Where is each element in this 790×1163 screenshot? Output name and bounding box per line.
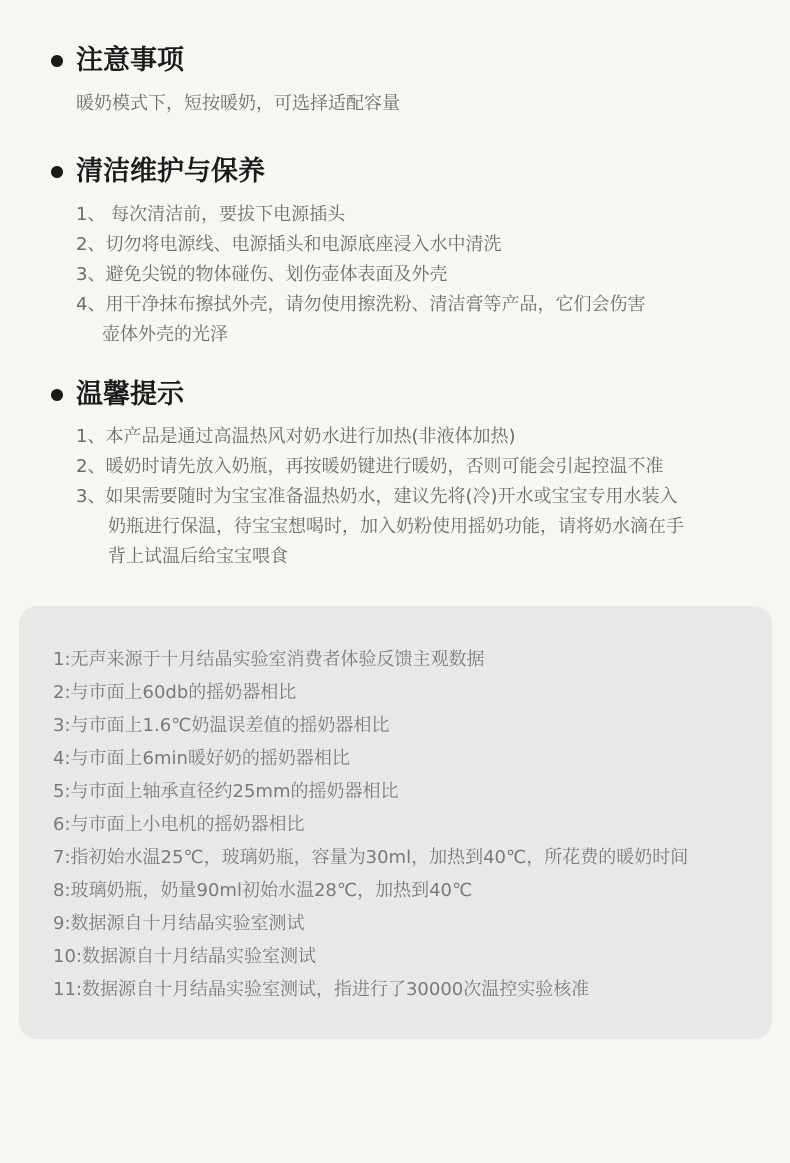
- footnote: 2:与市面上60db的摇奶器相比: [53, 682, 297, 703]
- tips-item-continuation: 背上试温后给宝宝喂食: [108, 546, 288, 567]
- tips-item: 2、暖奶时请先放入奶瓶，再按暖奶键进行暖奶，否则可能会引起控温不准: [76, 456, 664, 477]
- precautions-text: 暖奶模式下，短按暖奶，可选择适配容量: [76, 93, 400, 114]
- precautions-title: 注意事项: [76, 45, 184, 76]
- tips-item: 1、本产品是通过高温热风对奶水进行加热(非液体加热): [76, 426, 516, 447]
- cleaning-section: [0, 152, 790, 345]
- footnote: 10:数据源自十月结晶实验室测试: [53, 946, 316, 967]
- footnote: 7:指初始水温25℃，玻璃奶瓶，容量为30ml，加热到40℃，所花费的暖奶时间: [53, 847, 689, 868]
- bullet-dot-icon: [51, 166, 63, 178]
- tips-section: [0, 375, 790, 567]
- footnote: 8:玻璃奶瓶，奶量90ml初始水温28℃，加热到40℃: [53, 880, 473, 901]
- cleaning-item-continuation: 壶体外壳的光泽: [102, 324, 228, 345]
- footnote: 1:无声来源于十月结晶实验室消费者体验反馈主观数据: [53, 649, 485, 670]
- precautions-heading: [0, 41, 790, 81]
- footnote: 9:数据源自十月结晶实验室测试: [53, 913, 305, 934]
- tips-heading: [0, 375, 790, 415]
- tips-item-continuation: 奶瓶进行保温，待宝宝想喝时，加入奶粉使用摇奶功能，请将奶水滴在手: [108, 516, 684, 537]
- footnote: 4:与市面上6min暖好奶的摇奶器相比: [53, 748, 350, 769]
- cleaning-item: 2、切勿将电源线、电源插头和电源底座浸入水中清洗: [76, 234, 502, 255]
- cleaning-item: 3、避免尖锐的物体碰伤、划伤壶体表面及外壳: [76, 264, 448, 285]
- cleaning-item: 1、 每次清洁前，要拔下电源插头: [76, 204, 346, 225]
- cleaning-item: 4、用干净抹布擦拭外壳，请勿使用擦洗粉、清洁膏等产品，它们会伤害: [76, 294, 646, 315]
- footnote: 5:与市面上轴承直径约25mm的摇奶器相比: [53, 781, 399, 802]
- precautions-section: [0, 41, 790, 114]
- footnote: 6:与市面上小电机的摇奶器相比: [53, 814, 305, 835]
- cleaning-heading: [0, 152, 790, 192]
- tips-item: 3、如果需要随时为宝宝准备温热奶水，建议先将(冷)开水或宝宝专用水装入: [76, 486, 678, 507]
- footnote: 3:与市面上1.6℃奶温误差值的摇奶器相比: [53, 715, 390, 736]
- bullet-dot-icon: [51, 55, 63, 67]
- footnote: 11:数据源自十月结晶实验室测试，指进行了30000次温控实验核准: [53, 979, 590, 1000]
- cleaning-title: 清洁维护与保养: [76, 156, 265, 187]
- bullet-dot-icon: [51, 389, 63, 401]
- footnotes-card: [19, 606, 772, 1039]
- tips-title: 温馨提示: [76, 379, 184, 410]
